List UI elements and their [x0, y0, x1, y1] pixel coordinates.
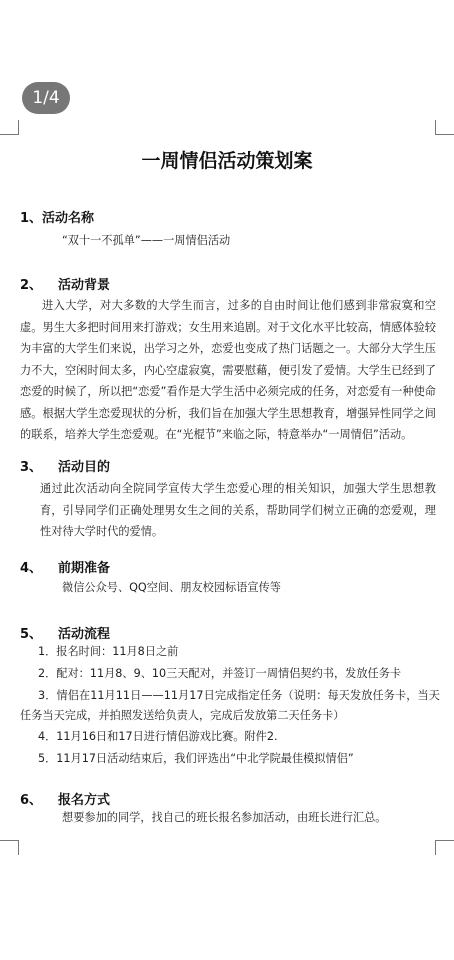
section-body-4: 微信公众号、QQ空间、朋友校园标语宣传等 — [62, 581, 281, 594]
section-body-2: 进入大学，对大多数的大学生而言，过多的自由时间让他们感到非常寂寞和空虚。男生大多把时间用来打游戏；女生用来追剧。对于文化水平比较高，情感体验较为丰富的大学生们来说，出学习之外，恋爱也变成了热门话题之一。大部分大学生压力不大，空闲时间太多，内心空虚寂寞，需要慰藉，便引发了爱情。大学生已经到了恋爱的时候了，所以把“恋爱”看作是大学生活中必须完成的任务，对恋爱有一种使命感。根据大学生恋爱现状的分析，我们旨在加强大学生思想教育，增强异性同学之间的联系，培养大学生恋爱观。在“光棍节”来临之际，特意举办“一周情侣”活动。 — [20, 299, 436, 441]
section-number: 4、 — [20, 561, 43, 576]
section-heading-3 — [20, 456, 110, 475]
section-number: 6、 — [20, 793, 43, 808]
section-heading-6 — [20, 789, 110, 808]
crop-mark-top-right — [435, 120, 454, 135]
section-number: 2、 — [20, 278, 43, 293]
section-body-6: 想要参加的同学，找自己的班长报名参加活动，由班长进行汇总。 — [62, 811, 387, 824]
list-item: 2．配对：11月8、9、10三天配对，并签订一周情侣契约书，发放任务卡 — [38, 667, 402, 680]
section-number: 3、 — [20, 460, 43, 475]
section-heading-2 — [20, 274, 110, 293]
list-item: 5．11月17日活动结束后，我们评选出“中北学院最佳模拟情侣” — [38, 752, 354, 765]
section-heading-5 — [20, 623, 110, 642]
list-item: 3．情侣在11月11日——11月17日完成指定任务（说明：每天发放任务卡，当天任务当天完成，并拍照发送给负责人，完成后发放第二天任务卡） — [20, 689, 440, 722]
crop-mark-bottom-right — [435, 840, 454, 855]
section-title: 活动背景 — [58, 278, 111, 293]
section-body-1: “双十一不孤单”——一周情侣活动 — [62, 234, 231, 247]
section-number: 1、 — [20, 211, 43, 226]
section-title: 活动名称 — [42, 211, 95, 226]
document-title: 一周情侣活动策划案 — [141, 150, 313, 172]
section-title: 活动目的 — [58, 460, 111, 475]
crop-mark-top-left — [0, 120, 19, 135]
section-body-3: 通过此次活动向全院同学宣传大学生恋爱心理的相关知识，加强大学生思想教育，引导同学们正确处理男女生之间的关系，帮助同学们树立正确的恋爱观，理性对待大学时代的爱情。 — [40, 482, 436, 538]
section-number: 5、 — [20, 627, 43, 642]
list-item: 1．报名时间：11月8日之前 — [38, 645, 179, 658]
page-indicator: 1/4 — [22, 82, 70, 114]
list-item: 4．11月16日和17日进行情侣游戏比赛。附件2. — [38, 730, 278, 743]
section-title: 前期准备 — [58, 561, 111, 576]
section-title: 报名方式 — [58, 793, 111, 808]
section-heading-4 — [20, 557, 110, 576]
section-title: 活动流程 — [58, 627, 111, 642]
crop-mark-bottom-left — [0, 840, 19, 855]
section-heading-1 — [20, 207, 94, 226]
